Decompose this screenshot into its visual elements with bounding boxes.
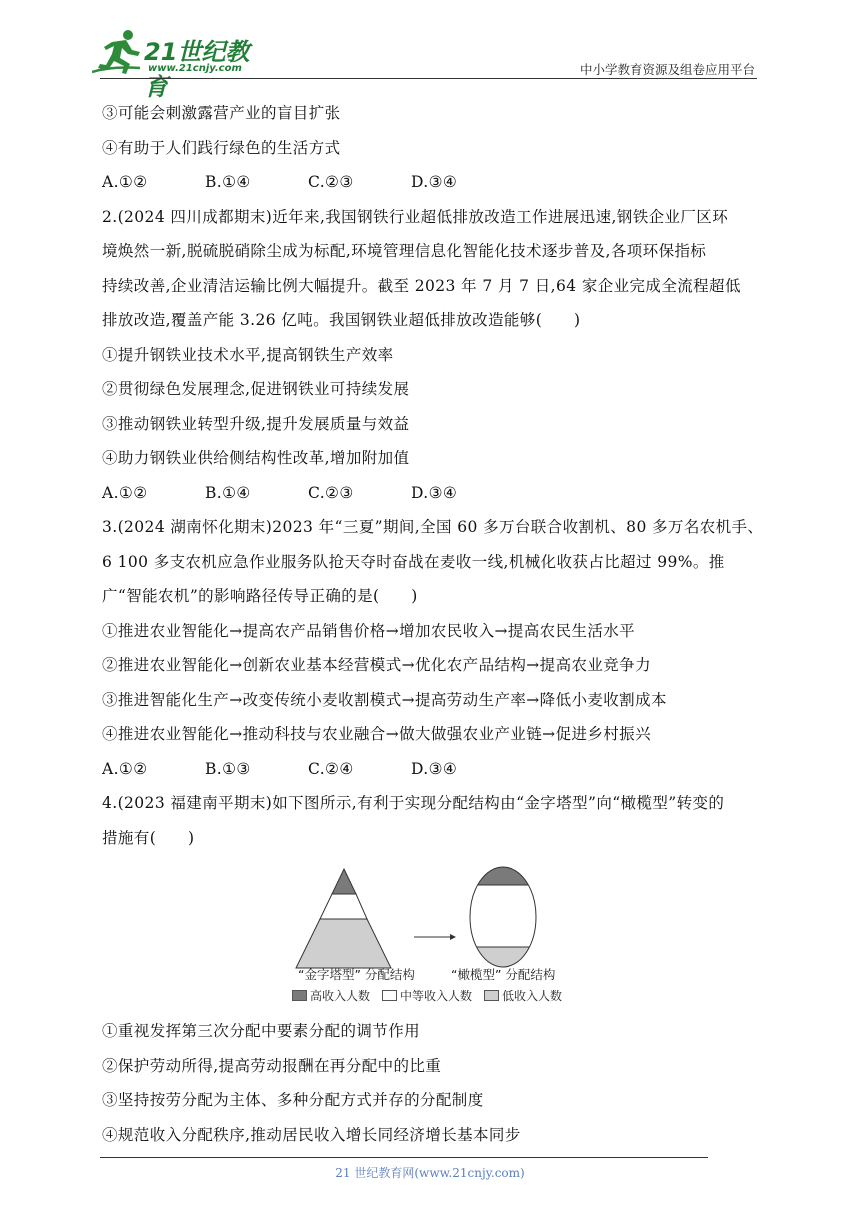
q3-item-1: ①推进农业智能化→提高农产品销售价格→增加农民收入→提高农民生活水平 bbox=[102, 621, 636, 640]
legend-swatch-middle bbox=[382, 990, 397, 1001]
q2-item-3: ③推动钢铁业转型升级,提升发展质量与效益 bbox=[102, 414, 410, 433]
q2-option-a[interactable]: A.①② bbox=[102, 483, 148, 502]
question-content bbox=[102, 96, 766, 1152]
legend-swatch-low bbox=[484, 990, 499, 1001]
q2-stem-line: 2.(2024 四川成都期末)近年来,我国钢铁行业超低排放改造工作进展迅速,钢铁企业厂区环 bbox=[102, 207, 729, 226]
legend-low bbox=[484, 987, 562, 1004]
figure-legend bbox=[292, 987, 562, 1004]
runner-logo-icon bbox=[92, 28, 148, 76]
q4-item-1: ①重视发挥第三次分配中要素分配的调节作用 bbox=[102, 1022, 421, 1040]
q3-option-b[interactable]: B.①③ bbox=[205, 759, 251, 778]
page-header bbox=[0, 0, 860, 101]
olive-middle-band bbox=[468, 885, 538, 947]
q4-item-3: ③坚持按劳分配为主体、多种分配方式并存的分配制度 bbox=[102, 1091, 484, 1109]
pyramid-middle-band bbox=[320, 894, 367, 919]
q1-option-c[interactable]: C.②③ bbox=[308, 173, 354, 191]
distribution-structure-figure bbox=[102, 859, 766, 1014]
q1-option-d[interactable]: D.③④ bbox=[411, 173, 458, 191]
olive-high-band bbox=[468, 865, 538, 885]
q4-stem-line: 措施有( ) bbox=[102, 828, 195, 847]
q3-stem-line: 3.(2024 湖南怀化期末)2023 年“三夏”期间,全国 60 多万台联合收割机、80 多万名农机手、 bbox=[102, 518, 764, 536]
platform-title: 中小学教育资源及组卷应用平台 bbox=[579, 62, 755, 77]
q4-stem-line: 4.(2023 福建南平期末)如下图所示,有利于实现分配结构由“金字塔型”向“橄榄型”转变的 bbox=[102, 794, 725, 812]
q2-item-4: ④助力钢铁业供给侧结构性改革,增加附加值 bbox=[102, 449, 410, 467]
q2-stem-line: 持续改善,企业清洁运输比例大幅提升。截至 2023 年 7 月 7 日,64 家企业完成全流程超低 bbox=[102, 276, 741, 295]
q1-options bbox=[102, 165, 766, 200]
legend-label-low: 低收入人数 bbox=[502, 989, 563, 1003]
q2-stem-line: 境焕然一新,脱硫脱硝除尘成为标配,环境管理信息化智能化技术逐步普及,各项环保指标 bbox=[102, 242, 707, 260]
q1-option-b[interactable]: B.①④ bbox=[205, 173, 251, 191]
header-divider bbox=[100, 78, 757, 79]
q1-item-3: ③可能会刺激露营产业的盲目扩张 bbox=[102, 104, 341, 122]
q2-item-2: ②贯彻绿色发展理念,促进钢铁业可持续发展 bbox=[102, 380, 410, 398]
q3-item-2: ②推进农业智能化→创新农业基本经营模式→优化农产品结构→提高农业竞争力 bbox=[102, 656, 651, 674]
legend-swatch-high bbox=[292, 990, 307, 1001]
q2-stem-line: 排放改造,覆盖产能 3.26 亿吨。我国钢铁业超低排放改造能够( ) bbox=[102, 311, 581, 329]
q1-item-4: ④有助于人们践行绿色的生活方式 bbox=[102, 138, 341, 157]
q2-option-c[interactable]: C.②③ bbox=[308, 483, 354, 502]
q2-option-b[interactable]: B.①④ bbox=[205, 483, 251, 502]
q3-option-c[interactable]: C.②④ bbox=[308, 759, 354, 778]
olive-caption: “橄榄型” 分配结构 bbox=[451, 967, 556, 982]
legend-high bbox=[292, 987, 370, 1004]
legend-label-middle: 中等收入人数 bbox=[400, 989, 473, 1003]
q3-stem-line: 广“智能农机”的影响路径传导正确的是( ) bbox=[102, 587, 418, 605]
q3-item-4: ④推进农业智能化→推动科技与农业融合→做大做强农业产业链→促进乡村振兴 bbox=[102, 725, 651, 743]
logo-url: www.21cnjy.com bbox=[148, 63, 242, 74]
structure-diagram bbox=[102, 859, 766, 984]
q3-stem-line: 6 100 多支农机应急作业服务队抢天夺时奋战在麦收一线,机械化收获占比超过 99%。推 bbox=[102, 552, 725, 571]
legend-label-high: 高收入人数 bbox=[310, 989, 371, 1003]
q2-item-1: ①提升钢铁业技术水平,提高钢铁生产效率 bbox=[102, 345, 394, 364]
q3-item-3: ③推进智能化生产→改变传统小麦收割模式→提高劳动生产率→降低小麦收割成本 bbox=[102, 690, 667, 709]
q4-item-2: ②保护劳动所得,提高劳动报酬在再分配中的比重 bbox=[102, 1056, 442, 1075]
q4-item-4: ④规范收入分配秩序,推动居民收入增长同经济增长基本同步 bbox=[102, 1125, 521, 1144]
footer-link[interactable]: 21 世纪教育网(www.21cnjy.com) bbox=[335, 1166, 525, 1180]
pyramid-low-band bbox=[296, 919, 391, 968]
arrow-head-icon bbox=[450, 934, 456, 940]
q2-option-d[interactable]: D.③④ bbox=[411, 483, 458, 502]
q3-options bbox=[102, 752, 766, 787]
q1-option-a[interactable]: A.①② bbox=[102, 173, 148, 191]
pyramid-high-band bbox=[332, 869, 356, 894]
q2-options bbox=[102, 476, 766, 511]
footer-divider bbox=[100, 1157, 708, 1158]
site-logo[interactable] bbox=[92, 28, 262, 101]
q3-option-d[interactable]: D.③④ bbox=[411, 759, 458, 778]
logo-text: 21世纪教育 bbox=[144, 38, 250, 101]
legend-middle bbox=[382, 987, 472, 1004]
q3-option-a[interactable]: A.①② bbox=[102, 759, 148, 778]
pyramid-caption: “金字塔型” 分配结构 bbox=[298, 967, 415, 982]
